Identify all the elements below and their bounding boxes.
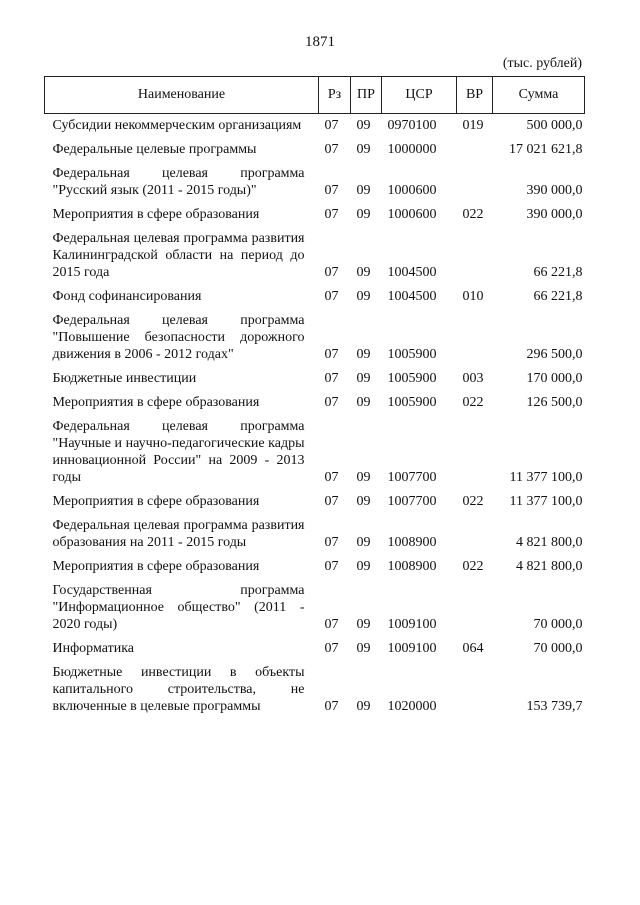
table-row [45,162,585,203]
row-csr: 1009100 [387,617,437,632]
row-sum: 66 221,8 [533,265,583,280]
table-row [45,661,585,719]
row-pr: 09 [356,183,371,198]
row-rz: 07 [324,535,339,550]
row-csr: 1004500 [387,265,437,280]
header-rz: Рз [319,77,351,114]
table-row [45,285,585,309]
table-row [45,490,585,514]
table-header [45,77,585,114]
table-row [45,514,585,555]
budget-table [44,76,585,719]
row-sum: 17 021 621,8 [509,142,583,157]
row-pr: 09 [356,142,371,157]
row-vr [457,661,493,719]
row-pr: 09 [356,470,371,485]
row-vr: 022 [462,494,484,509]
row-pr: 09 [356,535,371,550]
table-row [45,555,585,579]
header-name: Наименование [45,77,319,114]
row-name: Субсидии некоммерческим организациям [52,118,302,133]
row-rz: 07 [324,470,339,485]
table-row [45,203,585,227]
row-rz: 07 [324,142,339,157]
row-name: Мероприятия в сфере образования [52,395,260,410]
table-row [45,138,585,162]
row-name: Федеральная целевая программа "Научные и научно-педагогические кадры инновационной России" на 2009 - 2013 годы [52,419,305,485]
table-row [45,114,585,139]
row-sum: 390 000,0 [526,183,583,198]
row-rz: 07 [324,559,339,574]
row-sum: 4 821 800,0 [516,559,583,574]
row-sum: 70 000,0 [533,617,583,632]
row-name: Бюджетные инвестиции [52,371,197,386]
row-pr: 09 [356,641,371,656]
row-rz: 07 [324,289,339,304]
row-sum: 11 377 100,0 [509,494,583,509]
row-vr [457,579,493,637]
row-csr: 1020000 [387,699,437,714]
row-csr: 1000600 [387,183,437,198]
row-pr: 09 [356,265,371,280]
row-csr: 1008900 [387,559,437,574]
row-rz: 07 [324,617,339,632]
row-vr: 064 [462,641,484,656]
row-sum: 170 000,0 [526,371,583,386]
row-pr: 09 [356,118,371,133]
row-name: Фонд софинансирования [52,289,202,304]
row-sum: 126 500,0 [526,395,583,410]
row-name: Бюджетные инвестиции в объекты капитального строительства, не включенные в целевые программы [52,665,305,714]
row-pr: 09 [356,207,371,222]
row-sum: 66 221,8 [533,289,583,304]
row-vr: 010 [462,289,484,304]
row-rz: 07 [324,207,339,222]
row-csr: 0970100 [387,118,437,133]
row-rz: 07 [324,183,339,198]
row-pr: 09 [356,699,371,714]
row-sum: 390 000,0 [526,207,583,222]
row-csr: 1005900 [387,371,437,386]
row-rz: 07 [324,265,339,280]
row-vr: 019 [462,118,484,133]
row-rz: 07 [324,347,339,362]
row-rz: 07 [324,699,339,714]
row-pr: 09 [356,559,371,574]
table-row [45,367,585,391]
units-label: (тыс. рублей) [502,56,582,71]
row-csr: 1005900 [387,347,437,362]
row-sum: 11 377 100,0 [509,470,583,485]
row-pr: 09 [356,617,371,632]
row-vr [457,227,493,285]
row-csr: 1007700 [387,470,437,485]
row-name: Федеральные целевые программы [52,142,257,157]
row-vr: 022 [462,395,484,410]
row-rz: 07 [324,371,339,386]
row-rz: 07 [324,395,339,410]
row-vr [457,162,493,203]
table-row [45,309,585,367]
row-name: Мероприятия в сфере образования [52,559,260,574]
row-csr: 1009100 [387,641,437,656]
row-name: Мероприятия в сфере образования [52,207,260,222]
row-sum: 296 500,0 [526,347,583,362]
row-vr [457,514,493,555]
table-row [45,579,585,637]
row-name: Государственная программа "Информационное общество" (2011 - 2020 годы) [52,583,305,632]
row-vr [457,415,493,490]
row-sum: 500 000,0 [526,118,583,133]
row-name: Федеральная целевая программа развития образования на 2011 - 2015 годы [52,518,305,550]
row-sum: 70 000,0 [533,641,583,656]
row-pr: 09 [356,395,371,410]
header-csr: ЦСР [382,77,457,114]
row-csr: 1004500 [387,289,437,304]
row-sum: 153 739,7 [526,699,583,714]
row-csr: 1000600 [387,207,437,222]
row-csr: 1005900 [387,395,437,410]
row-rz: 07 [324,641,339,656]
row-pr: 09 [356,347,371,362]
row-sum: 4 821 800,0 [516,535,583,550]
row-pr: 09 [356,371,371,386]
row-vr: 022 [462,559,484,574]
table-row [45,637,585,661]
row-name: Мероприятия в сфере образования [52,494,260,509]
row-vr: 022 [462,207,484,222]
row-name: Федеральная целевая программа "Повышение безопасности дорожного движения в 2006 - 2012 годах" [52,313,305,362]
header-pr: ПР [351,77,382,114]
header-vr: ВР [457,77,493,114]
row-pr: 09 [356,289,371,304]
table-row [45,227,585,285]
row-name: Федеральная целевая программа "Русский язык (2011 - 2015 годы)" [52,166,305,198]
row-csr: 1000000 [387,142,437,157]
row-rz: 07 [324,118,339,133]
row-rz: 07 [324,494,339,509]
row-vr [457,309,493,367]
row-vr: 003 [462,371,484,386]
table-row [45,415,585,490]
row-csr: 1007700 [387,494,437,509]
header-sum: Сумма [493,77,585,114]
row-vr [457,138,493,162]
row-csr: 1008900 [387,535,437,550]
row-name: Информатика [52,641,134,656]
row-name: Федеральная целевая программа развития Калининградской области на период до 2015 года [52,231,305,280]
table-row [45,391,585,415]
row-pr: 09 [356,494,371,509]
page-number: 1871 [305,34,335,50]
